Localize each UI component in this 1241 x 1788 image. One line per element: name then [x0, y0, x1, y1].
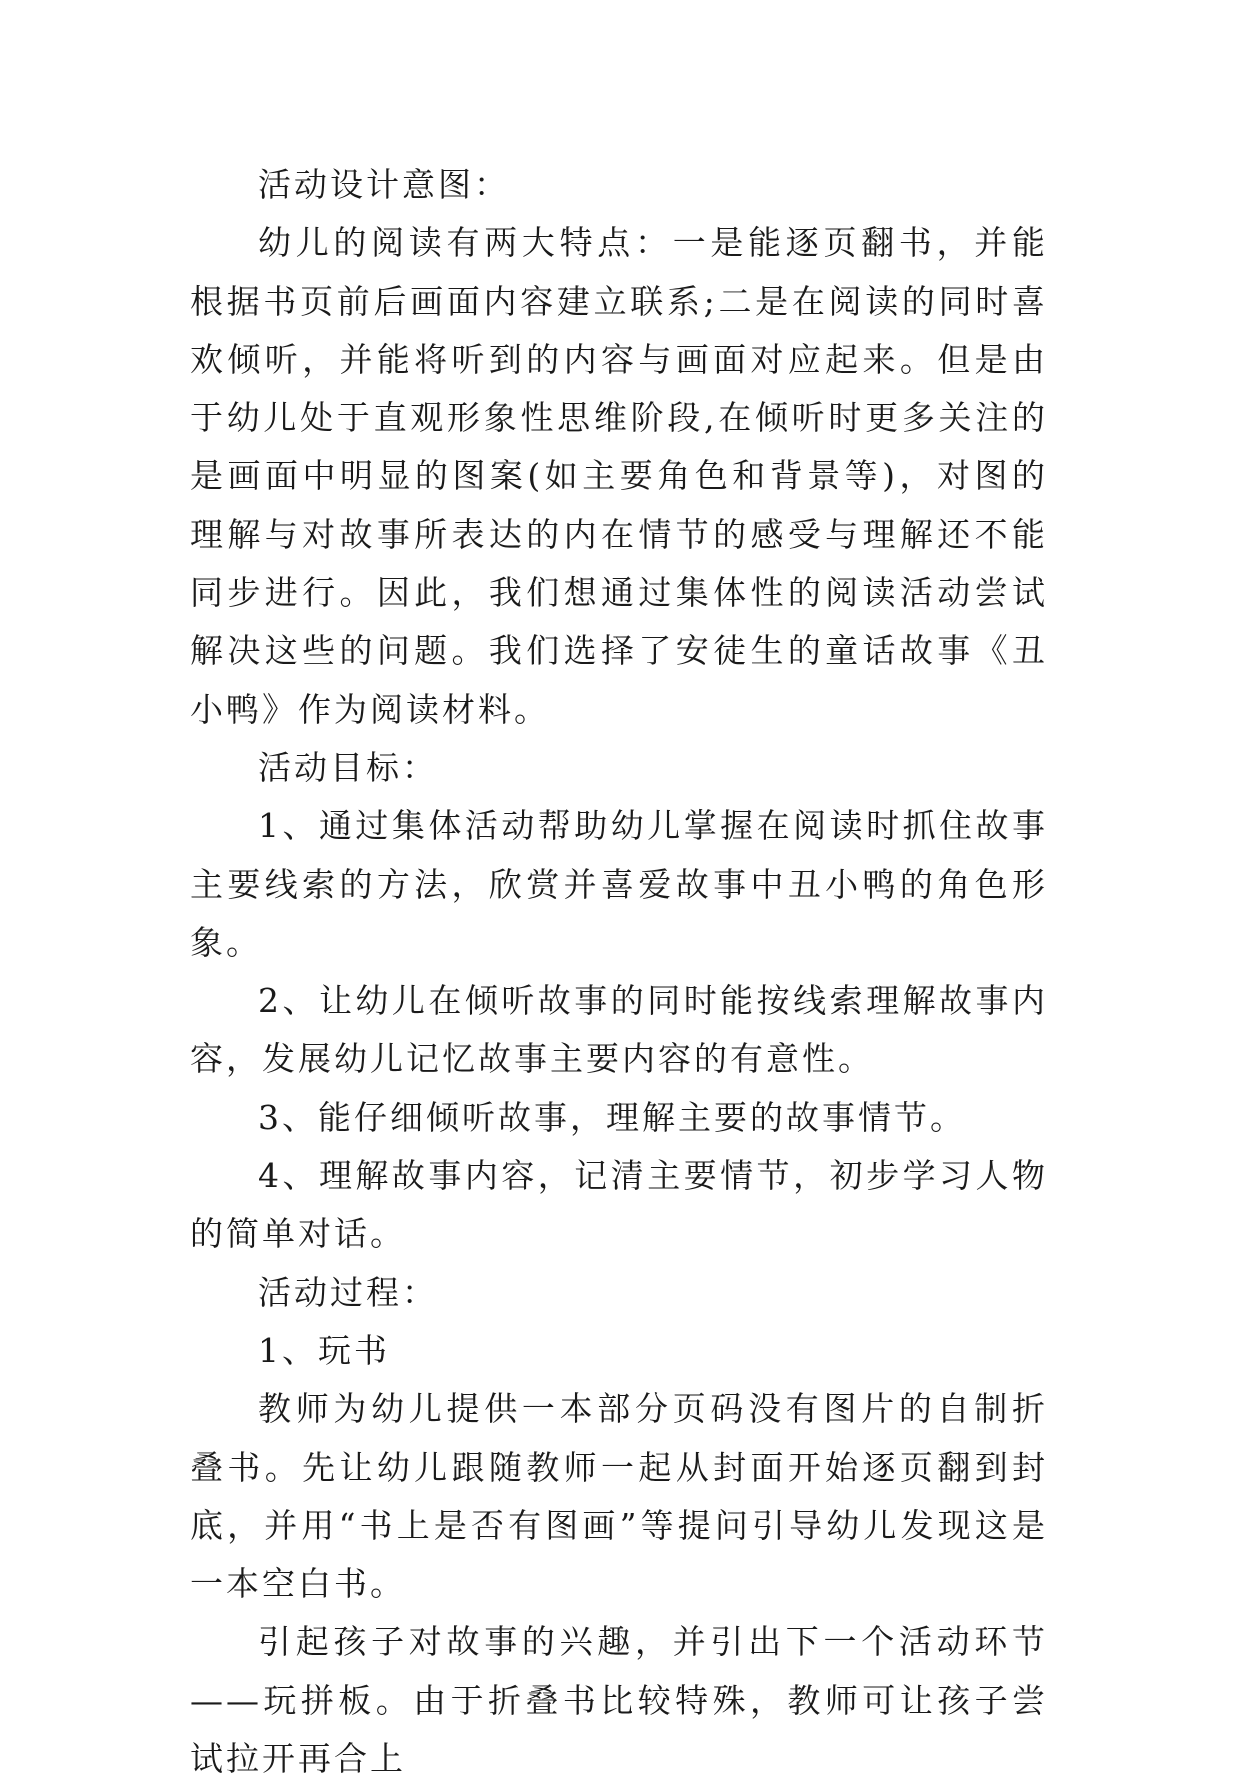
paragraph-story-interest: 引起孩子对故事的兴趣，并引出下一个活动环节——玩拼板。由于折叠书比较特殊，教师可让孩子尝试拉开再合上	[190, 1622, 1048, 1779]
goal-item-3: 3、能仔细倾听故事，理解主要的故事情节。	[258, 1097, 966, 1137]
heading-design-intent: 活动设计意图：	[258, 165, 510, 204]
goal-item-4: 4、理解故事内容，记清主要情节，初步学习人物的简单对话。	[190, 1156, 1048, 1254]
heading-activity-goals: 活动目标：	[258, 747, 438, 787]
goal-item-2: 2、让幼儿在倾听故事的同时能按线索理解故事内容，发展幼儿记忆故事主要内容的有意性。	[190, 981, 1048, 1079]
heading-activity-process: 活动过程：	[258, 1272, 438, 1312]
paragraph-reading-traits: 幼儿的阅读有两大特点：一是能逐页翻书，并能根据书页前后画面内容建立联系;二是在阅读的同时喜欢倾听，并能将听到的内容与画面对应起来。但是由于幼儿处于直观形象性思维阶段,在倾听时更多关注的是画面中明显的图案(如主要角色和背景等)，对图的理解与对故事所表达的内在情节的感受与理解还不能同步进行。因此，我们想通过集体性的阅读活动尝试解决这些的问题。我们选择了安徒生的童话故事《丑小鸭》作为阅读材料。	[190, 223, 1048, 729]
document-body	[190, 156, 1048, 1788]
process-step-1-title: 1、玩书	[258, 1330, 390, 1370]
goal-item-1: 1、通过集体活动帮助幼儿掌握在阅读时抓住故事主要线索的方法，欣赏并喜爱故事中丑小鸭的角色形象。	[190, 806, 1048, 962]
paragraph-folding-book: 教师为幼儿提供一本部分页码没有图片的自制折叠书。先让幼儿跟随教师一起从封面开始逐页翻到封底，并用“书上是否有图画”等提问引导幼儿发现这是一本空白书。	[190, 1389, 1048, 1604]
